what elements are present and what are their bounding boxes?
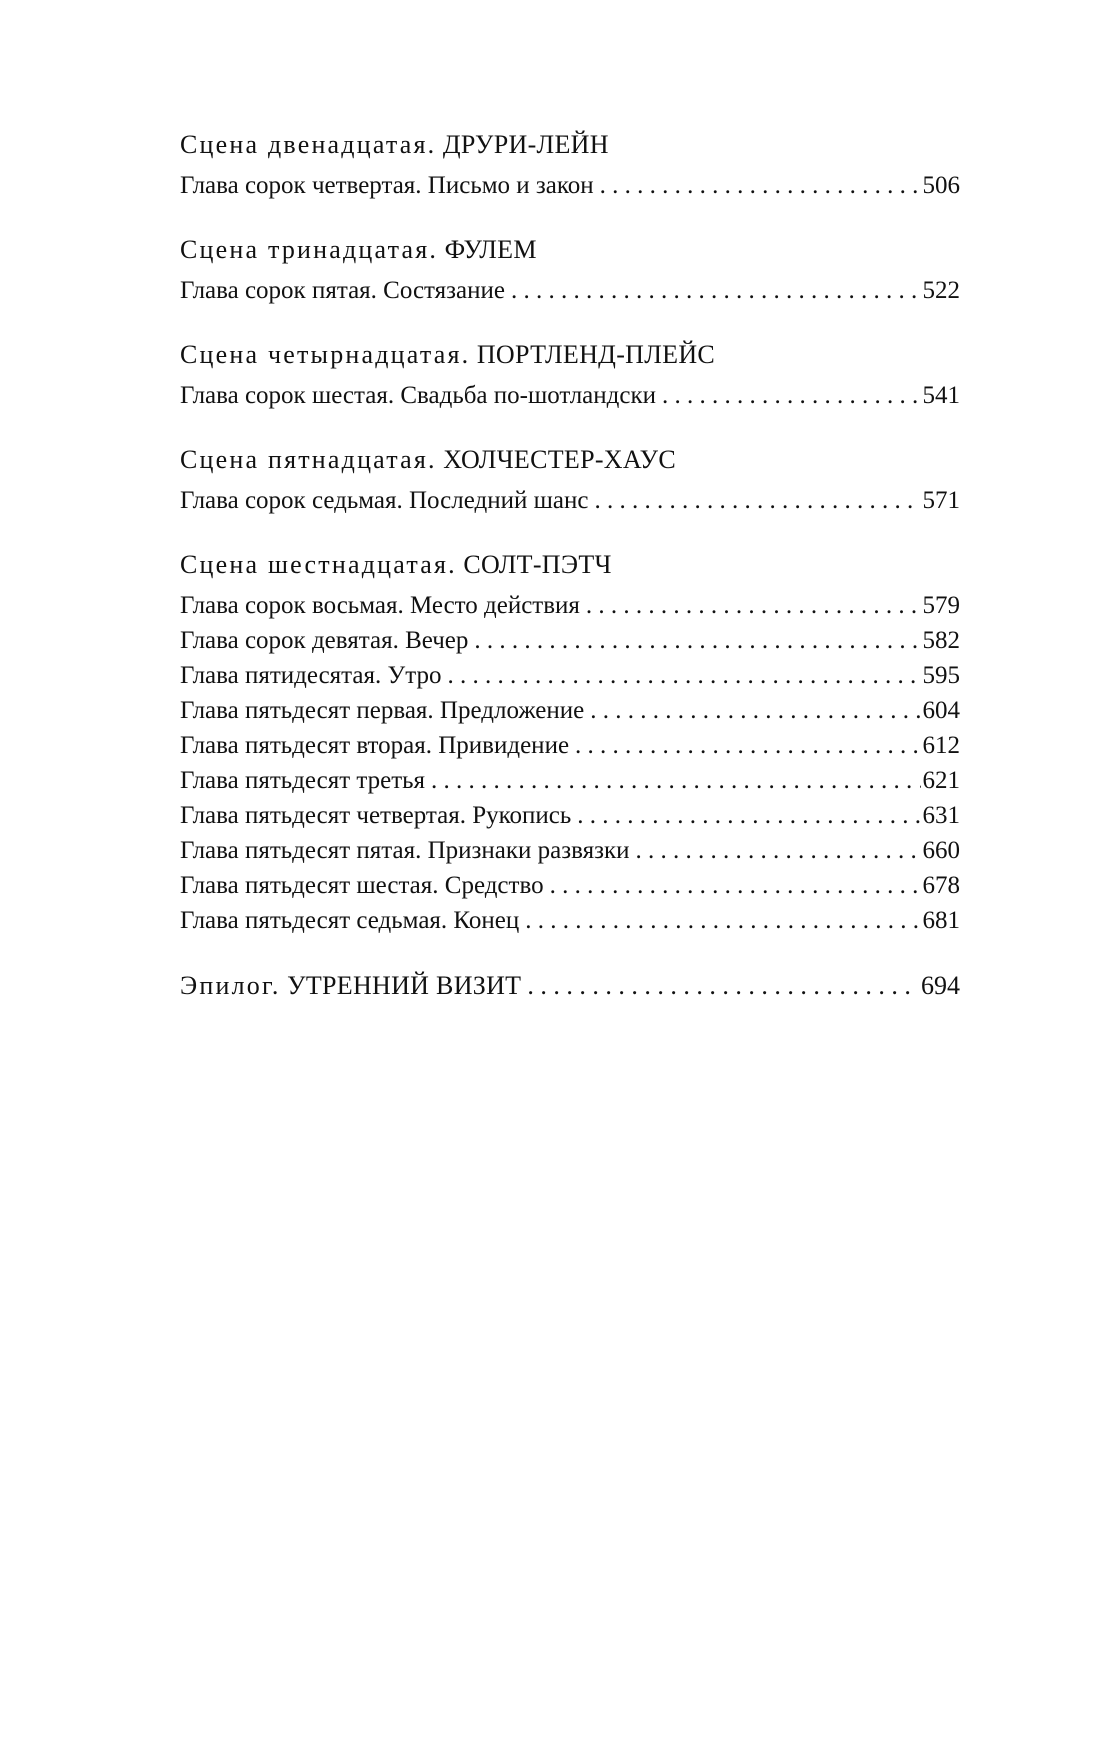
scene-label: Сцена четырнадцатая. xyxy=(180,340,471,369)
page-number: 582 xyxy=(922,627,960,654)
chapter-title: Глава пятьдесят шестая. Средство xyxy=(180,872,544,899)
toc-entry[interactable] xyxy=(180,798,960,833)
dot-leader xyxy=(525,903,920,938)
scene-section xyxy=(180,443,960,518)
epilogue-label: Эпилог. xyxy=(180,971,281,1000)
chapter-title: Глава пятидесятая. Утро xyxy=(180,662,442,689)
scene-label: Сцена пятнадцатая. xyxy=(180,445,437,474)
chapter-title: Глава сорок девятая. Вечер xyxy=(180,627,469,654)
epilogue-title: УТРЕННИЙ ВИЗИТ xyxy=(287,971,522,1000)
chapter-title: Глава пятьдесят первая. Предложение xyxy=(180,697,585,724)
page-number: 571 xyxy=(922,487,960,514)
page-number: 681 xyxy=(922,907,960,934)
toc-entry[interactable] xyxy=(180,868,960,903)
dot-leader xyxy=(550,868,921,903)
dot-leader xyxy=(590,693,920,728)
dot-leader xyxy=(600,168,921,203)
toc-entry[interactable] xyxy=(180,168,960,203)
page-number: 541 xyxy=(922,382,960,409)
scene-title: ПОРТЛЕНД-ПЛЕЙС xyxy=(476,340,716,369)
page-number: 678 xyxy=(922,872,960,899)
dot-leader xyxy=(575,728,920,763)
page-number: 631 xyxy=(922,802,960,829)
dot-leader xyxy=(594,483,920,518)
toc-entry[interactable] xyxy=(180,378,960,413)
chapter-title: Глава пятьдесят пятая. Признаки развязки xyxy=(180,837,630,864)
toc-entry[interactable] xyxy=(180,763,960,798)
dot-leader xyxy=(577,798,920,833)
chapter-title: Глава пятьдесят седьмая. Конец xyxy=(180,907,520,934)
scene-section xyxy=(180,233,960,308)
page-number: 522 xyxy=(922,277,960,304)
scene-heading xyxy=(180,548,960,582)
chapter-title: Глава сорок седьмая. Последний шанс xyxy=(180,487,589,514)
scene-label: Сцена тринадцатая. xyxy=(180,235,439,264)
page-number: 612 xyxy=(922,732,960,759)
dot-leader xyxy=(474,623,920,658)
chapter-title: Глава сорок шестая. Свадьба по-шотландски xyxy=(180,382,657,409)
chapter-title: Глава сорок восьмая. Место действия xyxy=(180,592,580,619)
chapter-title: Глава сорок пятая. Состязание xyxy=(180,277,505,304)
page-number: 595 xyxy=(922,662,960,689)
scene-heading xyxy=(180,443,960,477)
dot-leader xyxy=(586,588,921,623)
scene-heading xyxy=(180,233,960,267)
scene-title: ФУЛЕМ xyxy=(444,235,537,264)
toc-entry[interactable] xyxy=(180,273,960,308)
scene-title: СОЛТ-ПЭТЧ xyxy=(463,550,612,579)
toc-entry[interactable] xyxy=(180,693,960,728)
scene-section xyxy=(180,128,960,203)
page-number: 506 xyxy=(922,172,960,199)
toc-entry[interactable] xyxy=(180,833,960,868)
dot-leader xyxy=(662,378,920,413)
scene-heading xyxy=(180,338,960,372)
table-of-contents xyxy=(180,128,960,1003)
page-number: 579 xyxy=(922,592,960,619)
epilogue-section xyxy=(180,968,960,1003)
toc-entry[interactable] xyxy=(180,483,960,518)
page-number: 660 xyxy=(922,837,960,864)
epilogue-heading xyxy=(180,968,527,1003)
chapter-title: Глава пятьдесят вторая. Привидение xyxy=(180,732,570,759)
chapter-title: Глава сорок четвертая. Письмо и закон xyxy=(180,172,594,199)
dot-leader xyxy=(447,658,920,693)
scene-label: Сцена двенадцатая. xyxy=(180,130,437,159)
scene-title: ХОЛЧЕСТЕР-ХАУС xyxy=(443,445,677,474)
chapter-title: Глава пятьдесят четвертая. Рукопись xyxy=(180,802,572,829)
dot-leader xyxy=(527,968,919,1003)
toc-entry-epilogue[interactable] xyxy=(180,968,960,1003)
page-number: 621 xyxy=(922,767,960,794)
toc-entry[interactable] xyxy=(180,588,960,623)
scene-title: ДРУРИ-ЛЕЙН xyxy=(442,130,609,159)
toc-entry[interactable] xyxy=(180,903,960,938)
toc-entry[interactable] xyxy=(180,623,960,658)
scene-label: Сцена шестнадцатая. xyxy=(180,550,457,579)
scene-heading xyxy=(180,128,960,162)
dot-leader xyxy=(511,273,921,308)
chapter-title: Глава пятьдесят третья xyxy=(180,767,426,794)
dot-leader xyxy=(636,833,921,868)
toc-entry[interactable] xyxy=(180,658,960,693)
scene-section xyxy=(180,338,960,413)
page-number: 604 xyxy=(922,697,960,724)
page-number: 694 xyxy=(921,971,960,1000)
toc-entry[interactable] xyxy=(180,728,960,763)
dot-leader xyxy=(431,763,920,798)
scene-section xyxy=(180,548,960,938)
